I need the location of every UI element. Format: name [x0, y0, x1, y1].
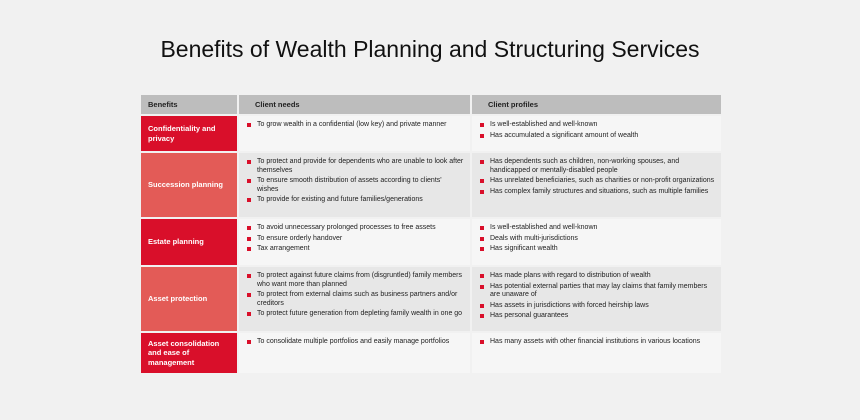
- list-item: Has made plans with regard to distribution of wealth: [480, 272, 715, 281]
- list-item: To grow wealth in a confidential (low key) and private manner: [247, 121, 464, 130]
- page-title: Benefits of Wealth Planning and Structuring Services: [160, 36, 700, 62]
- list-item: To protect and provide for dependents who are unable to look after themselves: [247, 158, 464, 175]
- header-benefits: Benefits: [141, 95, 237, 114]
- client-needs-cell: [239, 116, 470, 151]
- table-row: [141, 153, 721, 217]
- table-row: [141, 333, 721, 373]
- list-item: Has significant wealth: [480, 245, 715, 254]
- list-item: Has personal guarantees: [480, 312, 715, 321]
- header-client-profiles: Client profiles: [472, 95, 721, 114]
- list-item: Has unrelated beneficiaries, such as charities or non-profit organizations: [480, 177, 715, 186]
- client-needs-cell: [239, 153, 470, 217]
- list-item: To avoid unnecessary prolonged processes to free assets: [247, 224, 464, 233]
- client-needs-cell: [239, 333, 470, 373]
- table-row: [141, 116, 721, 151]
- list-item: Tax arrangement: [247, 245, 464, 254]
- list-item: Has potential external parties that may lay claims that family members are unaware of: [480, 283, 715, 300]
- list-item: To consolidate multiple portfolios and easily manage portfolios: [247, 338, 464, 347]
- table-header: [141, 95, 721, 114]
- benefit-cell: Asset protection: [141, 267, 237, 331]
- list-item: To ensure smooth distribution of assets according to clients' wishes: [247, 177, 464, 194]
- list-item: Has complex family structures and situations, such as multiple families: [480, 188, 715, 197]
- client-profiles-cell: [472, 267, 721, 331]
- list-item: To provide for existing and future families/generations: [247, 196, 464, 205]
- list-item: Has many assets with other financial institutions in various locations: [480, 338, 715, 347]
- client-profiles-cell: [472, 116, 721, 151]
- list-item: To protect future generation from depleting family wealth in one go: [247, 310, 464, 319]
- table-row: [141, 267, 721, 331]
- list-item: Has dependents such as children, non-working spouses, and handicapped or mentally-disabled people: [480, 158, 715, 175]
- list-item: To ensure orderly handover: [247, 235, 464, 244]
- benefit-cell: Estate planning: [141, 219, 237, 265]
- list-item: To protect against future claims from (disgruntled) family members who want more than planned: [247, 272, 464, 289]
- list-item: Has accumulated a significant amount of wealth: [480, 132, 715, 141]
- benefit-cell: Asset consolidation and ease of management: [141, 333, 237, 373]
- client-needs-cell: [239, 267, 470, 331]
- list-item: Deals with multi-jurisdictions: [480, 235, 715, 244]
- benefits-table: [141, 95, 721, 375]
- client-needs-cell: [239, 219, 470, 265]
- benefit-cell: Succession planning: [141, 153, 237, 217]
- client-profiles-cell: [472, 333, 721, 373]
- list-item: Is well-established and well-known: [480, 224, 715, 233]
- table-row: [141, 219, 721, 265]
- client-profiles-cell: [472, 153, 721, 217]
- client-profiles-cell: [472, 219, 721, 265]
- list-item: Is well-established and well-known: [480, 121, 715, 130]
- list-item: Has assets in jurisdictions with forced heirship laws: [480, 302, 715, 311]
- list-item: To protect from external claims such as business partners and/or creditors: [247, 291, 464, 308]
- benefit-cell: Confidentiality and privacy: [141, 116, 237, 151]
- header-client-needs: Client needs: [239, 95, 470, 114]
